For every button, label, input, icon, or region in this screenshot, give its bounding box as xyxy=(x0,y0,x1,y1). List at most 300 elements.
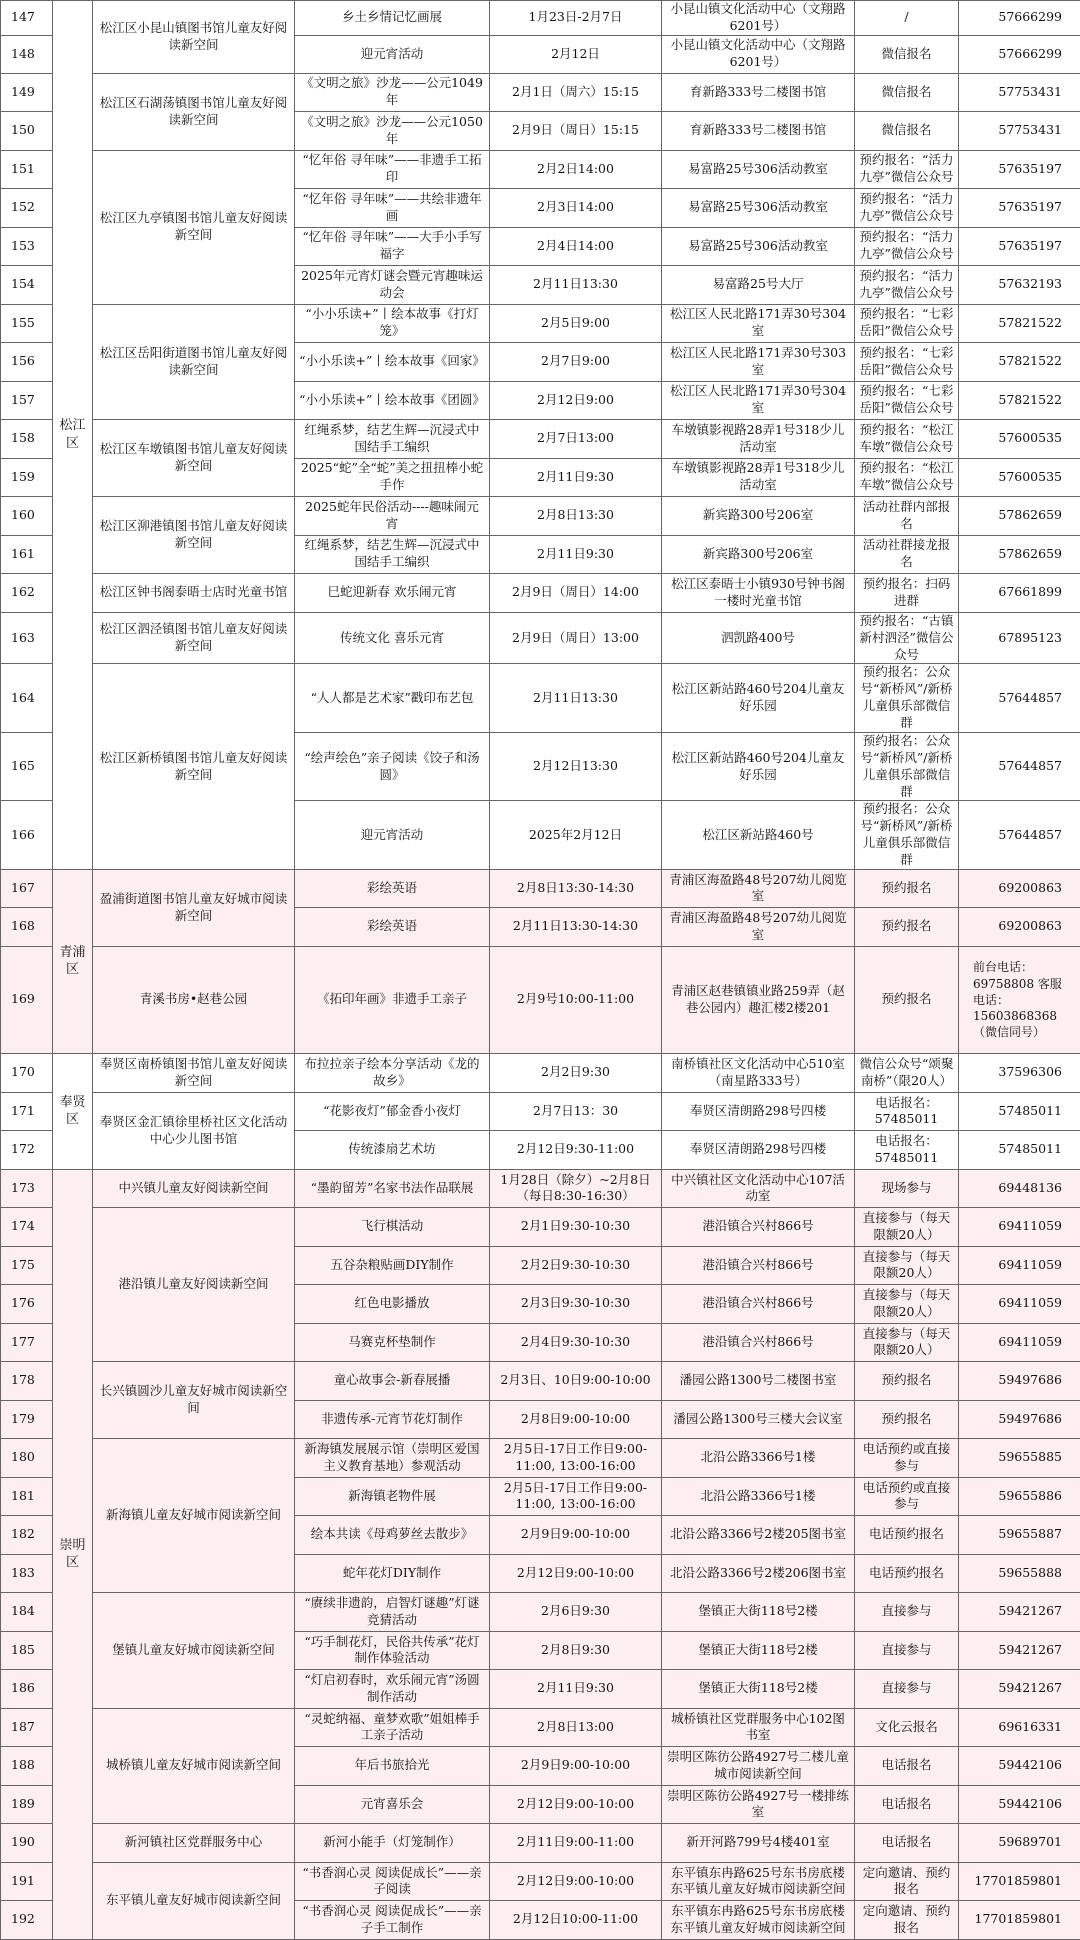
time-cell: 2月5日-17日工作日9:00-11:00, 13:00-16:00 xyxy=(490,1477,662,1515)
time-cell: 2月11日9:30 xyxy=(490,1669,662,1708)
time-cell: 2月9日9:00-10:00 xyxy=(490,1515,662,1554)
place-cell: 北沿公路3366号1楼 xyxy=(662,1438,855,1477)
signup-cell: 预约报名：“七彩岳阳”微信公众号 xyxy=(855,304,959,342)
phone-cell: 57821522 xyxy=(959,342,1080,381)
place-cell: 北沿公路3366号1楼 xyxy=(662,1477,855,1515)
signup-cell: 预约报名：“七彩岳阳”微信公众号 xyxy=(855,342,959,381)
activity-cell: 新河小能手（灯笼制作） xyxy=(295,1823,490,1862)
row-number: 160 xyxy=(1,496,53,535)
row-number: 158 xyxy=(1,419,53,458)
time-cell: 2月1日9:30-10:30 xyxy=(490,1207,662,1246)
phone-cell: 59497686 xyxy=(959,1400,1080,1438)
time-cell: 2月9日（周日）14:00 xyxy=(490,573,662,612)
place-cell: 崇明区陈彷公路4927号二楼儿童城市阅读新空间 xyxy=(662,1746,855,1785)
venue-name-cell: 城桥镇儿童友好城市阅读新空间 xyxy=(93,1708,295,1823)
phone-cell: 59421267 xyxy=(959,1669,1080,1708)
time-cell: 2月12日 xyxy=(490,35,662,73)
row-number: 163 xyxy=(1,612,53,664)
time-cell: 2月3日、10日9:00-10:00 xyxy=(490,1361,662,1400)
row-number: 170 xyxy=(1,1053,53,1092)
row-number: 154 xyxy=(1,265,53,304)
signup-cell: 直接参与 xyxy=(855,1669,959,1708)
activity-cell: 红绳系梦，结艺生辉—沉浸式中国结手工编织 xyxy=(295,419,490,458)
place-cell: 新开河路799号4楼401室 xyxy=(662,1823,855,1862)
venue-name-cell: 松江区岳阳街道图书馆儿童友好阅读新空间 xyxy=(93,304,295,419)
row-number: 182 xyxy=(1,1515,53,1554)
venue-name-cell: 松江区九亭镇图书馆儿童友好阅读新空间 xyxy=(93,150,295,304)
signup-cell: 电话预约或直接参与 xyxy=(855,1477,959,1515)
row-number: 188 xyxy=(1,1746,53,1785)
signup-cell: 电话报名：57485011 xyxy=(855,1092,959,1130)
venue-name-cell: 长兴镇圆沙儿童友好城市阅读新空间 xyxy=(93,1361,295,1438)
activity-cell: “忆年俗 寻年味”——共绘非遗年画 xyxy=(295,188,490,227)
signup-cell: 预约报名：“松江车墩”微信公众号 xyxy=(855,419,959,458)
table-row xyxy=(1,946,1080,1053)
place-cell: 育新路333号二楼图书馆 xyxy=(662,73,855,111)
time-cell: 2月12日9:30-11:00 xyxy=(490,1130,662,1169)
phone-cell: 69200863 xyxy=(959,869,1080,907)
place-cell: 小昆山镇文化活动中心（文翔路6201号） xyxy=(662,35,855,73)
signup-cell: 直接参与（每天限额20人） xyxy=(855,1284,959,1323)
place-cell: 松江区泰晤士小镇930号钟书阁一楼时光童书馆 xyxy=(662,573,855,612)
activity-cell: “赓续非遗韵，启智灯谜趣”灯谜竞猜活动 xyxy=(295,1592,490,1631)
row-number: 151 xyxy=(1,150,53,188)
activity-cell: “人人都是艺术家”戳印布艺包 xyxy=(295,664,490,733)
signup-cell: 直接参与 xyxy=(855,1592,959,1631)
venue-name-cell: 松江区泗泾镇图书馆儿童友好阅读新空间 xyxy=(93,612,295,664)
row-number: 162 xyxy=(1,573,53,612)
district-cell: 崇明区 xyxy=(53,1169,93,1939)
signup-cell: 活动社群接龙报名 xyxy=(855,535,959,573)
time-cell: 2月12日10:00-11:00 xyxy=(490,1900,662,1939)
place-cell: 堡镇正大街118号2楼 xyxy=(662,1631,855,1669)
place-cell: 东平镇东冉路625号东书房底楼 东平镇儿童友好城市阅读新空间 xyxy=(662,1862,855,1900)
phone-cell: 57862659 xyxy=(959,496,1080,535)
place-cell: 车墩镇影视路28弄1号318少儿活动室 xyxy=(662,419,855,458)
table-row xyxy=(1,304,1080,342)
row-number: 174 xyxy=(1,1207,53,1246)
place-cell: 东平镇东冉路625号东书房底楼 东平镇儿童友好城市阅读新空间 xyxy=(662,1900,855,1939)
venue-name-cell: 松江区新桥镇图书馆儿童友好阅读新空间 xyxy=(93,664,295,870)
phone-cell: 57753431 xyxy=(959,111,1080,150)
time-cell: 2月11日9:30 xyxy=(490,458,662,496)
phone-cell: 37596306 xyxy=(959,1053,1080,1092)
activity-cell: 非遗传承-元宵节花灯制作 xyxy=(295,1400,490,1438)
table-row xyxy=(1,573,1080,612)
district-cell: 松江区 xyxy=(53,1,93,870)
activity-cell: 2025蛇年民俗活动----趣味闹元宵 xyxy=(295,496,490,535)
venue-name-cell: 东平镇儿童友好城市阅读新空间 xyxy=(93,1862,295,1939)
activity-cell: 年后书旅拾光 xyxy=(295,1746,490,1785)
time-cell: 2月4日14:00 xyxy=(490,227,662,265)
phone-cell: 67895123 xyxy=(959,612,1080,664)
signup-cell: 预约报名：公众号“新桥风”/新桥儿童俱乐部微信群 xyxy=(855,732,959,801)
row-number: 190 xyxy=(1,1823,53,1862)
activity-cell: 飞行棋活动 xyxy=(295,1207,490,1246)
time-cell: 2月11日13:30-14:30 xyxy=(490,907,662,946)
activity-cell: 马赛克杯垫制作 xyxy=(295,1323,490,1361)
district-cell: 青浦区 xyxy=(53,869,93,1053)
time-cell: 1月28日（除夕）~2月8日（每日8:30-16:30） xyxy=(490,1169,662,1207)
activity-cell: 《文明之旅》沙龙——公元1050年 xyxy=(295,111,490,150)
place-cell: 青浦区海盈路48号207幼儿阅览室 xyxy=(662,907,855,946)
activity-cell: 彩绘英语 xyxy=(295,869,490,907)
venue-name-cell: 新河镇社区党群服务中心 xyxy=(93,1823,295,1862)
row-number: 177 xyxy=(1,1323,53,1361)
venue-name-cell: 青溪书房•赵巷公园 xyxy=(93,946,295,1053)
phone-cell: 59421267 xyxy=(959,1631,1080,1669)
table-row xyxy=(1,496,1080,535)
place-cell: 中兴镇社区文化活动中心107活动室 xyxy=(662,1169,855,1207)
activity-cell: 童心故事会-新春展播 xyxy=(295,1361,490,1400)
signup-cell: 直接参与（每天限额20人） xyxy=(855,1246,959,1284)
activity-cell: 《拓印年画》非遗手工亲子 xyxy=(295,946,490,1053)
time-cell: 2月8日13:00 xyxy=(490,1708,662,1746)
table-row xyxy=(1,664,1080,733)
venue-name-cell: 港沿镇儿童友好阅读新空间 xyxy=(93,1207,295,1361)
signup-cell: 电话预约报名 xyxy=(855,1515,959,1554)
phone-cell: 57485011 xyxy=(959,1092,1080,1130)
row-number: 167 xyxy=(1,869,53,907)
signup-cell: 活动社群内部报名 xyxy=(855,496,959,535)
row-number: 168 xyxy=(1,907,53,946)
signup-cell: 电话报名 xyxy=(855,1746,959,1785)
activity-cell: “小小乐读+”丨绘本故事《团圆》 xyxy=(295,381,490,419)
phone-cell: 59655885 xyxy=(959,1438,1080,1477)
signup-cell: 现场参与 xyxy=(855,1169,959,1207)
time-cell: 2月7日9:00 xyxy=(490,342,662,381)
signup-cell: 文化云报名 xyxy=(855,1708,959,1746)
time-cell: 2月3日14:00 xyxy=(490,188,662,227)
signup-cell: 直接参与（每天限额20人） xyxy=(855,1323,959,1361)
activity-cell: “灵蛇纳福、童梦欢歌”姐姐棒手工亲子活动 xyxy=(295,1708,490,1746)
phone-cell: 57635197 xyxy=(959,227,1080,265)
table-row xyxy=(1,1862,1080,1900)
table-row xyxy=(1,150,1080,188)
venue-name-cell: 奉贤区金汇镇徐里桥社区文化活动中心少儿图书馆 xyxy=(93,1092,295,1169)
signup-cell: 预约报名 xyxy=(855,907,959,946)
phone-cell: 17701859801 xyxy=(959,1862,1080,1900)
signup-cell: 电话报名 xyxy=(855,1785,959,1823)
place-cell: 堡镇正大街118号2楼 xyxy=(662,1669,855,1708)
activity-cell: 元宵喜乐会 xyxy=(295,1785,490,1823)
table-row xyxy=(1,419,1080,458)
phone-cell: 57485011 xyxy=(959,1130,1080,1169)
row-number: 179 xyxy=(1,1400,53,1438)
place-cell: 易富路25号306活动教室 xyxy=(662,150,855,188)
activity-cell: 五谷杂粮贴画DIY制作 xyxy=(295,1246,490,1284)
phone-cell: 17701859801 xyxy=(959,1900,1080,1939)
row-number: 148 xyxy=(1,35,53,73)
row-number: 159 xyxy=(1,458,53,496)
time-cell: 2月8日13:30-14:30 xyxy=(490,869,662,907)
time-cell: 2月5日-17日工作日9:00-11:00, 13:00-16:00 xyxy=(490,1438,662,1477)
phone-cell: 57644857 xyxy=(959,801,1080,870)
place-cell: 松江区新站路460号 xyxy=(662,801,855,870)
phone-cell: 69411059 xyxy=(959,1207,1080,1246)
district-cell: 奉贤区 xyxy=(53,1053,93,1169)
venue-name-cell: 松江区钟书阁泰晤士店时光童书馆 xyxy=(93,573,295,612)
phone-cell: 57635197 xyxy=(959,188,1080,227)
table-row xyxy=(1,1361,1080,1400)
signup-cell: 定向邀请、预约报名 xyxy=(855,1862,959,1900)
table-row xyxy=(1,1053,1080,1092)
signup-cell: 微信报名 xyxy=(855,73,959,111)
signup-cell: 直接参与 xyxy=(855,1631,959,1669)
table-row xyxy=(1,1592,1080,1631)
row-number: 176 xyxy=(1,1284,53,1323)
signup-cell: 预约报名：“古镇新村泗泾”微信公众号 xyxy=(855,612,959,664)
table-row xyxy=(1,1708,1080,1746)
activity-cell: 传统文化 喜乐元宵 xyxy=(295,612,490,664)
row-number: 164 xyxy=(1,664,53,733)
place-cell: 堡镇正大街118号2楼 xyxy=(662,1592,855,1631)
time-cell: 2月7日13:00 xyxy=(490,419,662,458)
row-number: 155 xyxy=(1,304,53,342)
activity-cell: 迎元宵活动 xyxy=(295,801,490,870)
row-number: 186 xyxy=(1,1669,53,1708)
signup-cell: 预约报名：“松江车墩”微信公众号 xyxy=(855,458,959,496)
phone-cell: 59689701 xyxy=(959,1823,1080,1862)
activity-cell: “小小乐读+”丨绘本故事《打灯笼》 xyxy=(295,304,490,342)
signup-cell: 电话报名 xyxy=(855,1823,959,1862)
table-row xyxy=(1,1823,1080,1862)
activity-cell: 蛇年花灯DIY制作 xyxy=(295,1554,490,1592)
place-cell: 奉贤区清朗路298号四楼 xyxy=(662,1130,855,1169)
row-number: 187 xyxy=(1,1708,53,1746)
phone-cell: 57644857 xyxy=(959,664,1080,733)
activity-cell: 红绳系梦，结艺生辉—沉浸式中国结手工编织 xyxy=(295,535,490,573)
place-cell: 易富路25号306活动教室 xyxy=(662,227,855,265)
phone-cell: 69411059 xyxy=(959,1323,1080,1361)
time-cell: 2月9日（周日）15:15 xyxy=(490,111,662,150)
phone-cell: 57600535 xyxy=(959,458,1080,496)
activity-cell: 新海镇老物件展 xyxy=(295,1477,490,1515)
time-cell: 2月12日9:00 xyxy=(490,381,662,419)
time-cell: 2月12日9:00-10:00 xyxy=(490,1785,662,1823)
row-number: 157 xyxy=(1,381,53,419)
table-row xyxy=(1,869,1080,907)
time-cell: 2月8日9:30 xyxy=(490,1631,662,1669)
time-cell: 2月12日9:00-10:00 xyxy=(490,1554,662,1592)
signup-cell: 预约报名：“活力九亭”微信公众号 xyxy=(855,227,959,265)
phone-cell: 57632193 xyxy=(959,265,1080,304)
place-cell: 港沿镇合兴村866号 xyxy=(662,1207,855,1246)
venue-name-cell: 松江区石湖荡镇图书馆儿童友好阅读新空间 xyxy=(93,73,295,150)
activity-cell: 《文明之旅》沙龙——公元1049年 xyxy=(295,73,490,111)
activity-cell: 布拉拉亲子绘本分享活动《龙的故乡》 xyxy=(295,1053,490,1092)
row-number: 150 xyxy=(1,111,53,150)
row-number: 183 xyxy=(1,1554,53,1592)
row-number: 191 xyxy=(1,1862,53,1900)
phone-cell: 69411059 xyxy=(959,1246,1080,1284)
phone-cell: 57644857 xyxy=(959,732,1080,801)
phone-cell: 67661899 xyxy=(959,573,1080,612)
place-cell: 崇明区陈彷公路4927号一楼排练室 xyxy=(662,1785,855,1823)
row-number: 165 xyxy=(1,732,53,801)
activity-cell: 传统漆扇艺术坊 xyxy=(295,1130,490,1169)
time-cell: 2月2日14:00 xyxy=(490,150,662,188)
signup-cell: 电话预约或直接参与 xyxy=(855,1438,959,1477)
row-number: 192 xyxy=(1,1900,53,1939)
phone-cell: 57666299 xyxy=(959,1,1080,36)
activity-cell: “书香润心灵 阅读促成长”——亲子阅读 xyxy=(295,1862,490,1900)
signup-cell: / xyxy=(855,1,959,36)
phone-cell: 57600535 xyxy=(959,419,1080,458)
phone-cell: 59655887 xyxy=(959,1515,1080,1554)
phone-cell: 69448136 xyxy=(959,1169,1080,1207)
row-number: 171 xyxy=(1,1092,53,1130)
activity-cell: 乡土乡情记忆画展 xyxy=(295,1,490,36)
venue-name-cell: 松江区小昆山镇图书馆儿童友好阅读新空间 xyxy=(93,1,295,74)
phone-cell: 57821522 xyxy=(959,381,1080,419)
phone-cell: 57862659 xyxy=(959,535,1080,573)
activity-cell: “巧手制花灯，民俗共传承”花灯制作体验活动 xyxy=(295,1631,490,1669)
phone-cell: 59442106 xyxy=(959,1785,1080,1823)
activity-cell: “墨韵留芳”名家书法作品联展 xyxy=(295,1169,490,1207)
place-cell: 松江区人民北路171弄30号303室 xyxy=(662,342,855,381)
place-cell: 港沿镇合兴村866号 xyxy=(662,1323,855,1361)
place-cell: 松江区新站路460号204儿童友好乐园 xyxy=(662,732,855,801)
place-cell: 南桥镇社区文化活动中心510室（南星路333号） xyxy=(662,1053,855,1092)
phone-cell: 57666299 xyxy=(959,35,1080,73)
activity-cell: “书香润心灵 阅读促成长”——亲子手工制作 xyxy=(295,1900,490,1939)
venue-name-cell: 堡镇儿童友好城市阅读新空间 xyxy=(93,1592,295,1708)
venue-name-cell: 中兴镇儿童友好阅读新空间 xyxy=(93,1169,295,1207)
row-number: 180 xyxy=(1,1438,53,1477)
time-cell: 2025年2月12日 xyxy=(490,801,662,870)
signup-cell: 预约报名 xyxy=(855,946,959,1053)
phone-cell: 69411059 xyxy=(959,1284,1080,1323)
activity-cell: “忆年俗 寻年味”——大手小手写福字 xyxy=(295,227,490,265)
time-cell: 2月4日9:30-10:30 xyxy=(490,1323,662,1361)
time-cell: 2月7日13：30 xyxy=(490,1092,662,1130)
place-cell: 新宾路300号206室 xyxy=(662,496,855,535)
activity-cell: 红色电影播放 xyxy=(295,1284,490,1323)
time-cell: 2月8日13:30 xyxy=(490,496,662,535)
row-number: 156 xyxy=(1,342,53,381)
time-cell: 2月5日9:00 xyxy=(490,304,662,342)
venue-name-cell: 新海镇儿童友好城市阅读新空间 xyxy=(93,1438,295,1592)
activity-cell: “忆年俗 寻年味”——非遗手工拓印 xyxy=(295,150,490,188)
time-cell: 2月2日9:30 xyxy=(490,1053,662,1092)
activity-cell: “绘声绘色”亲子阅读《饺子和汤圆》 xyxy=(295,732,490,801)
place-cell: 潘园公路1300号三楼大会议室 xyxy=(662,1400,855,1438)
row-number: 178 xyxy=(1,1361,53,1400)
table-row xyxy=(1,73,1080,111)
row-number: 153 xyxy=(1,227,53,265)
place-cell: 北沿公路3366号2楼205图书室 xyxy=(662,1515,855,1554)
row-number: 169 xyxy=(1,946,53,1053)
phone-cell: 59421267 xyxy=(959,1592,1080,1631)
signup-cell: 预约报名：“七彩岳阳”微信公众号 xyxy=(855,381,959,419)
phone-cell: 59655888 xyxy=(959,1554,1080,1592)
signup-cell: 微信报名 xyxy=(855,111,959,150)
phone-cell: 59442106 xyxy=(959,1746,1080,1785)
activity-cell: 彩绘英语 xyxy=(295,907,490,946)
time-cell: 2月11日13:30 xyxy=(490,664,662,733)
place-cell: 港沿镇合兴村866号 xyxy=(662,1284,855,1323)
row-number: 172 xyxy=(1,1130,53,1169)
place-cell: 青浦区海盈路48号207幼儿阅览室 xyxy=(662,869,855,907)
signup-cell: 预约报名 xyxy=(855,1400,959,1438)
activity-cell: 新海镇发展展示馆（崇明区爱国主义教育基地）参观活动 xyxy=(295,1438,490,1477)
time-cell: 2月3日9:30-10:30 xyxy=(490,1284,662,1323)
table-row xyxy=(1,1092,1080,1130)
row-number: 184 xyxy=(1,1592,53,1631)
activity-cell: 2025年元宵灯谜会暨元宵趣味运动会 xyxy=(295,265,490,304)
phone-cell: 59497686 xyxy=(959,1361,1080,1400)
place-cell: 青浦区赵巷镇镇业路259弄（赵巷公园内）趣汇楼2楼201 xyxy=(662,946,855,1053)
signup-cell: 预约报名：“活力九亭”微信公众号 xyxy=(855,188,959,227)
signup-cell: 预约报名 xyxy=(855,1361,959,1400)
signup-cell: 预约报名：“活力九亭”微信公众号 xyxy=(855,265,959,304)
time-cell: 2月9日9:00-10:00 xyxy=(490,1746,662,1785)
time-cell: 2月9号10:00-11:00 xyxy=(490,946,662,1053)
activity-cell: “灯启初春时，欢乐闹元宵”汤圆制作活动 xyxy=(295,1669,490,1708)
place-cell: 松江区人民北路171弄30号304室 xyxy=(662,381,855,419)
place-cell: 北沿公路3366号2楼206图书室 xyxy=(662,1554,855,1592)
place-cell: 潘园公路1300号二楼图书室 xyxy=(662,1361,855,1400)
time-cell: 2月11日9:00-11:00 xyxy=(490,1823,662,1862)
time-cell: 2月11日9:30 xyxy=(490,535,662,573)
signup-cell: 预约报名：公众号“新桥风”/新桥儿童俱乐部微信群 xyxy=(855,664,959,733)
signup-cell: 预约报名：公众号“新桥风”/新桥儿童俱乐部微信群 xyxy=(855,801,959,870)
place-cell: 奉贤区清朗路298号四楼 xyxy=(662,1092,855,1130)
row-number: 147 xyxy=(1,1,53,36)
activity-cell: “小小乐读+”丨绘本故事《回家》 xyxy=(295,342,490,381)
row-number: 189 xyxy=(1,1785,53,1823)
place-cell: 小昆山镇文化活动中心（文翔路6201号） xyxy=(662,1,855,36)
signup-cell: 预约报名：扫码进群 xyxy=(855,573,959,612)
time-cell: 2月2日9:30-10:30 xyxy=(490,1246,662,1284)
phone-cell: 69616331 xyxy=(959,1708,1080,1746)
place-cell: 泗凯路400号 xyxy=(662,612,855,664)
table-row xyxy=(1,1,1080,36)
table-row xyxy=(1,612,1080,664)
signup-cell: 微信报名 xyxy=(855,35,959,73)
table-row xyxy=(1,1438,1080,1477)
signup-cell: 电话报名：57485011 xyxy=(855,1130,959,1169)
phone-cell: 57821522 xyxy=(959,304,1080,342)
row-number: 185 xyxy=(1,1631,53,1669)
time-cell: 2月6日9:30 xyxy=(490,1592,662,1631)
place-cell: 车墩镇影视路28弄1号318少儿活动室 xyxy=(662,458,855,496)
row-number: 173 xyxy=(1,1169,53,1207)
activity-cell: 2025“蛇”全“蛇”美之扭扭棒小蛇手作 xyxy=(295,458,490,496)
signup-cell: 预约报名 xyxy=(855,869,959,907)
place-cell: 易富路25号大厅 xyxy=(662,265,855,304)
place-cell: 城桥镇社区党群服务中心102图书室 xyxy=(662,1708,855,1746)
activity-cell: 巳蛇迎新春 欢乐闹元宵 xyxy=(295,573,490,612)
venue-name-cell: 盈浦街道图书馆儿童友好城市阅读新空间 xyxy=(93,869,295,946)
place-cell: 松江区人民北路171弄30号304室 xyxy=(662,304,855,342)
time-cell: 2月1日（周六）15:15 xyxy=(490,73,662,111)
signup-cell: 直接参与（每天限额20人） xyxy=(855,1207,959,1246)
phone-cell: 57753431 xyxy=(959,73,1080,111)
row-number: 149 xyxy=(1,73,53,111)
row-number: 166 xyxy=(1,801,53,870)
time-cell: 2月9日（周日）13:00 xyxy=(490,612,662,664)
activity-cell: 绘本共读《母鸡萝丝去散步》 xyxy=(295,1515,490,1554)
place-cell: 新宾路300号206室 xyxy=(662,535,855,573)
venue-name-cell: 松江区车墩镇图书馆儿童友好阅读新空间 xyxy=(93,419,295,496)
phone-cell: 69200863 xyxy=(959,907,1080,946)
table-row xyxy=(1,1207,1080,1246)
table-row xyxy=(1,1169,1080,1207)
phone-cell: 前台电话：69758808 客服电话：15603868368（微信同号） xyxy=(959,946,1080,1053)
signup-cell: 预约报名：“活力九亭”微信公众号 xyxy=(855,150,959,188)
